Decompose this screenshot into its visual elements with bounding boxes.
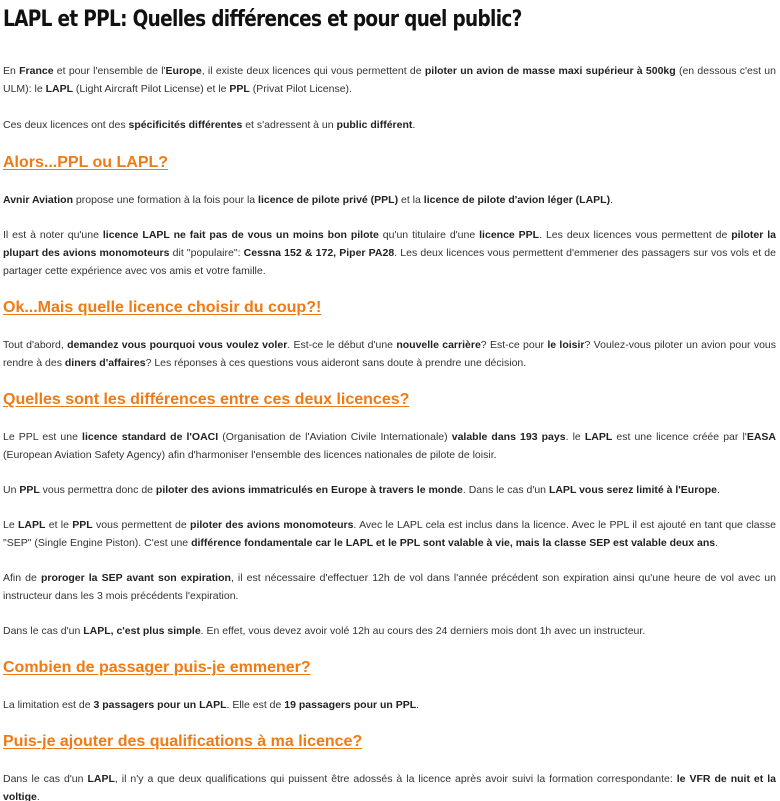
text-run: , il n'y a que deux qualifications qui puissent être adossés à la licence après avoir suivi la formation correspondante: [114, 773, 677, 785]
text-run: . [716, 484, 720, 496]
section-paragraph [3, 226, 776, 280]
bold-text: public différent [336, 119, 413, 131]
text-run: vous permettent de [92, 519, 191, 531]
bold-text: différence fondamentale car le LAPL et le PPL sont valable à vie, mais la classe SEP est valable deux ans [191, 537, 716, 549]
text-run: vous permettra donc de [39, 484, 156, 496]
text-run: est une licence créée par l' [612, 431, 747, 443]
text-run: Dans le cas d'un [3, 773, 88, 785]
text-run: propose une formation à la fois pour la [73, 194, 259, 206]
section-paragraph [3, 481, 776, 499]
section-paragraph [3, 428, 776, 464]
text-run: En [3, 65, 20, 77]
bold-text: demandez vous pourquoi vous voulez voler [67, 339, 288, 351]
section-heading[interactable]: Quelles sont les différences entre ces deux licences? [3, 391, 410, 408]
bold-text: LAPL [87, 773, 115, 785]
text-run: . [416, 699, 420, 711]
bold-text: 3 passagers pour un LAPL [93, 699, 227, 711]
bold-text: PPL [72, 519, 93, 531]
text-run: . Est-ce le début d'une [287, 339, 397, 351]
bold-text: LAPL vous serez limité à l'Europe [548, 484, 717, 496]
text-run: dit "populaire": [169, 247, 244, 259]
text-run: . le [565, 431, 585, 443]
article-body [3, 152, 776, 801]
text-run: et pour l'ensemble de l' [53, 65, 166, 77]
bold-text: le VFR de nuit et la voltige [3, 773, 776, 801]
bold-text: piloter des avions monomoteurs [190, 519, 354, 531]
text-run: ? Est-ce pour [480, 339, 548, 351]
text-run: (en dessous c'est un ULM): le [3, 65, 776, 95]
bold-text: licence standard de l'OACI [82, 431, 219, 443]
text-run: Ces deux licences ont des [3, 119, 129, 131]
bold-text: LAPL [584, 431, 613, 443]
text-run: et le [45, 519, 73, 531]
intro-paragraph-2 [3, 116, 776, 134]
section-heading[interactable]: Ok...Mais quelle licence choisir du coup?! [3, 299, 322, 316]
text-run: . Avec le LAPL cela est inclus dans la licence. Avec le PPL il est ajouté en tant que classe "SEP" (Single Engine Piston). C'est une [3, 519, 776, 549]
text-run: ? Voulez-vous piloter un avion pour vous rendre à des [3, 339, 777, 369]
bold-text: piloter la plupart des avions monomoteurs [3, 229, 776, 259]
text-run: Il est à noter qu'une [3, 229, 103, 241]
text-run: . Les deux licences vous permettent de [539, 229, 732, 241]
section-heading[interactable]: Alors...PPL ou LAPL? [3, 154, 169, 171]
text-run: (Light Aircraft Pilot License) et le [73, 83, 230, 95]
page-title: LAPL et PPL: Quelles différences et pour quel public? [3, 7, 522, 32]
section-heading[interactable]: Puis-je ajouter des qualifications à ma licence? [3, 733, 363, 750]
text-run: , il existe deux licences qui vous permettent de [201, 65, 425, 77]
section-paragraph [3, 191, 776, 209]
bold-text: France [19, 65, 54, 77]
bold-text: Cessna 152 & 172, Piper PA28 [243, 247, 395, 259]
text-run: et s'adressent à un [242, 119, 337, 131]
bold-text: LAPL [45, 83, 74, 95]
bold-text: Avnir Aviation [3, 194, 74, 206]
text-run: La limitation est de [3, 699, 94, 711]
bold-text: LAPL [18, 519, 46, 531]
bold-text: proroger la SEP avant son expiration [40, 572, 231, 584]
text-run: Dans le cas d'un [3, 625, 84, 637]
intro-paragraph [3, 62, 776, 98]
bold-text: Europe [165, 65, 202, 77]
bold-text: licence de pilote d'avion léger (LAPL) [423, 194, 611, 206]
bold-text: nouvelle carrière [396, 339, 481, 351]
text-run: . [610, 194, 613, 206]
text-run: Un [3, 484, 20, 496]
text-run: Le [3, 519, 18, 531]
section-paragraph [3, 696, 776, 714]
text-run: . Elle est de [226, 699, 285, 711]
text-run: (Privat Pilot License). [249, 83, 352, 95]
text-run: et la [398, 194, 424, 206]
section-heading[interactable]: Combien de passager puis-je emmener? [3, 659, 311, 676]
text-run: . [412, 119, 416, 131]
text-run: (European Aviation Safety Agency) afin d'harmoniser l'ensemble des licences nationales de pilote de loisir. [3, 449, 497, 461]
text-run: . En effet, vous devez avoir volé 12h au cours des 24 derniers mois dont 1h avec un instructeur. [200, 625, 646, 637]
text-run: , il est nécessaire d'effectuer 12h de vol dans l'année précédent son expiration ainsi qu'une heure de vol avec un instructeur dans les 3 mois précédents l'expiration. [3, 572, 776, 602]
bold-text: licence LAPL ne fait pas de vous un moins bon pilote [102, 229, 379, 241]
text-run: . [715, 537, 719, 549]
text-run: Afin de [3, 572, 41, 584]
bold-text: piloter des avions immatriculés en Europe à travers le monde [155, 484, 463, 496]
section-paragraph [3, 516, 776, 552]
text-run: . Les deux licences vous permettent d'emmener des passagers sur vos vols et de partager cette expérience avec vos amis et votre famille. [3, 247, 776, 277]
bold-text: valable dans 193 pays [451, 431, 566, 443]
text-run: . [36, 791, 40, 801]
bold-text: LAPL, c'est plus simple [83, 625, 201, 637]
section-paragraph [3, 622, 776, 640]
text-run: ? Les réponses à ces questions vous aideront sans doute à prendre une décision. [145, 357, 527, 369]
bold-text: piloter un avion de masse maxi supérieur à 500kg [424, 65, 676, 77]
text-run: Tout d'abord, [3, 339, 68, 351]
bold-text: licence de pilote privé (PPL) [258, 194, 399, 206]
bold-text: PPL [19, 484, 40, 496]
bold-text: spécificités différentes [128, 119, 243, 131]
text-run: . Dans le cas d'un [462, 484, 549, 496]
bold-text: diners d'affaires [64, 357, 146, 369]
text-run: (Organisation de l'Aviation Civile Internationale) [218, 431, 452, 443]
text-run: qu'un titulaire d'une [378, 229, 480, 241]
section-paragraph [3, 569, 776, 605]
section-paragraph [3, 336, 776, 372]
bold-text: 19 passagers pour un PPL [284, 699, 417, 711]
bold-text: PPL [229, 83, 250, 95]
bold-text: EASA [746, 431, 776, 443]
text-run: Le PPL est une [3, 431, 83, 443]
bold-text: licence PPL [479, 229, 540, 241]
bold-text: le loisir [547, 339, 585, 351]
section-paragraph [3, 770, 776, 801]
